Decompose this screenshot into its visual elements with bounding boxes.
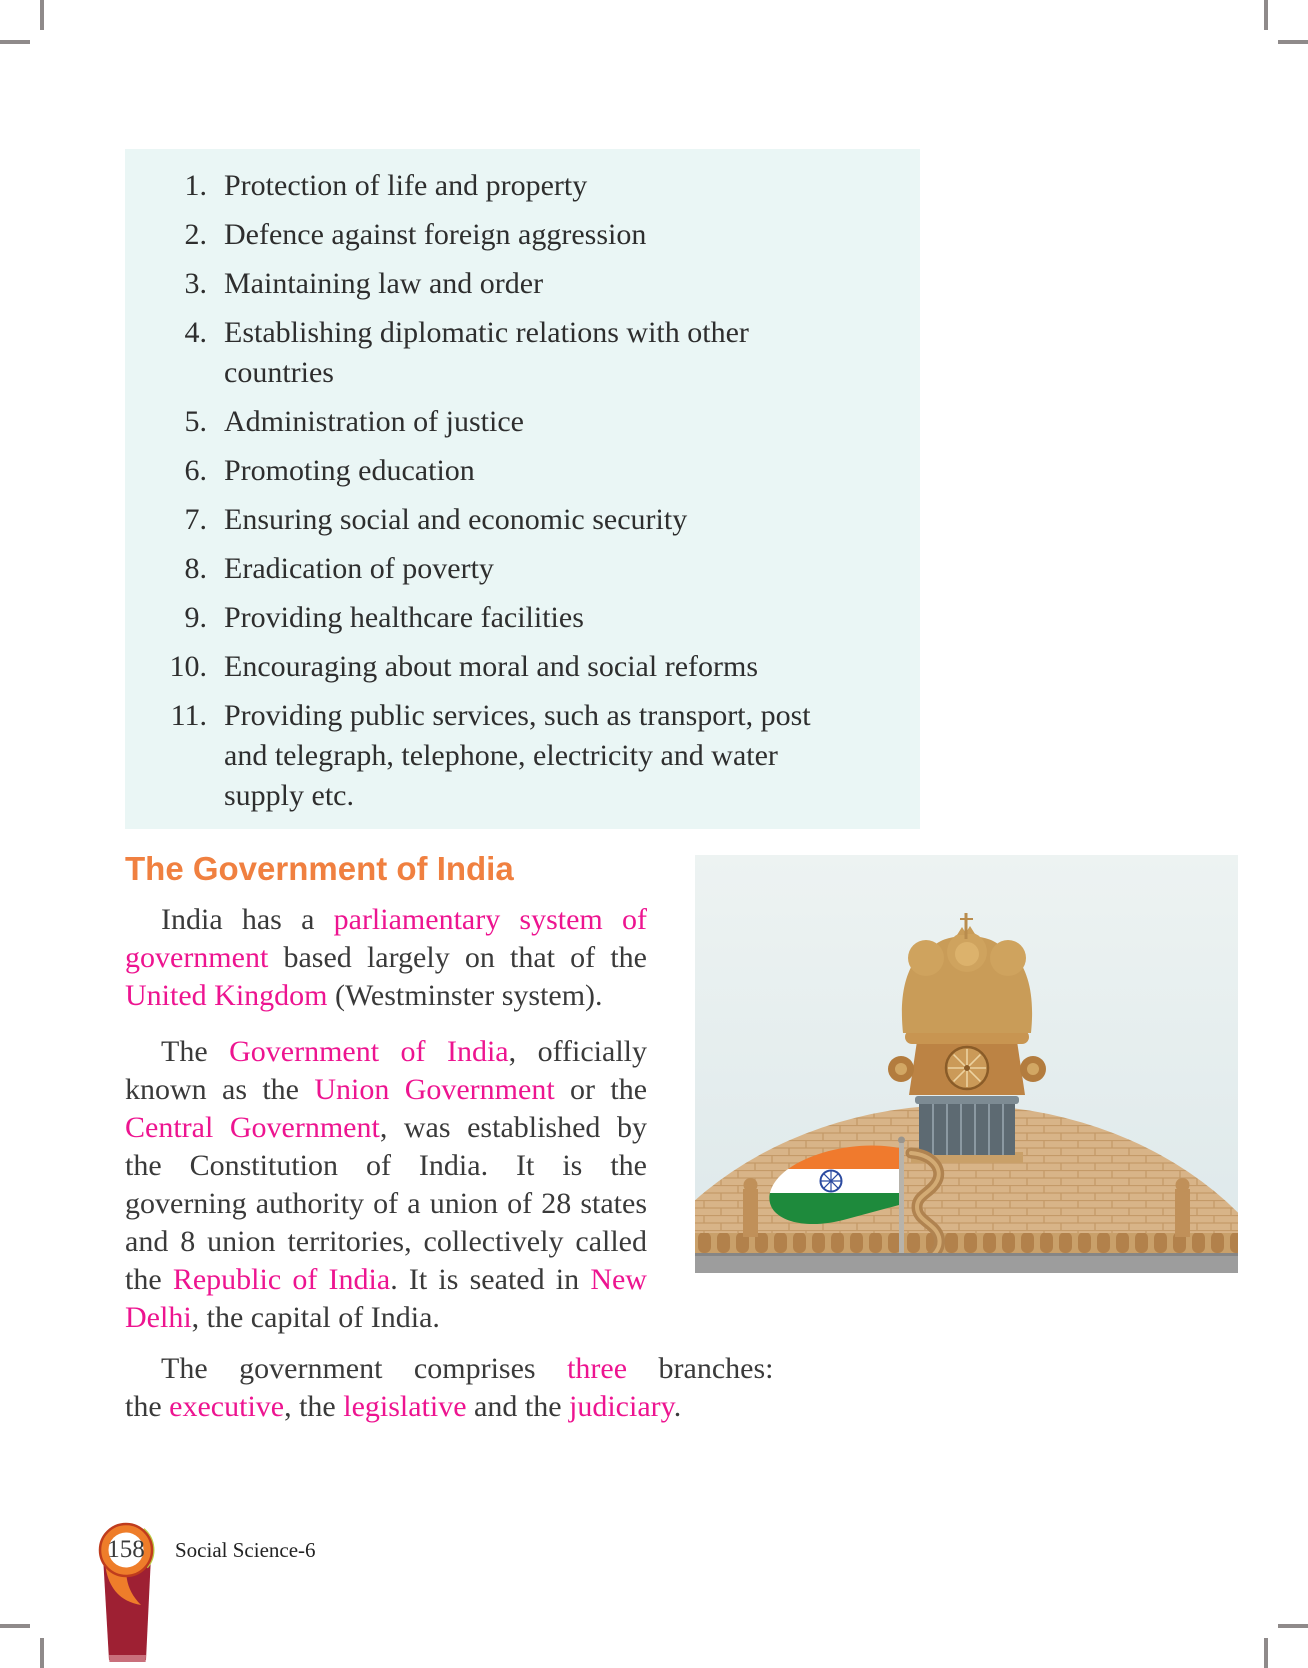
list-item [145, 402, 840, 442]
text-segment: United Kingdom [125, 979, 328, 1012]
flag-chakra [821, 1171, 842, 1192]
list-item [145, 264, 840, 304]
list-item-text: Administration of justice [224, 405, 524, 438]
text-segment: based largely on that of the [268, 941, 647, 974]
functions-list [125, 149, 920, 816]
text-segment: executive [169, 1390, 285, 1423]
text-segment: , the capital of India. [191, 1301, 440, 1334]
list-item-number: 6. [184, 454, 207, 487]
crop-mark-bottom-left-vertical [40, 1638, 44, 1668]
crop-mark-top-right-horizontal [1278, 40, 1308, 44]
list-item-number: 9. [184, 601, 207, 634]
text-segment: Central Government [125, 1111, 380, 1144]
list-item-text: Eradication of poverty [224, 552, 494, 585]
text-segment: branches: [627, 1352, 774, 1385]
list-item-number: 3. [184, 267, 207, 300]
page-number: 158 [107, 1536, 145, 1563]
list-item [145, 549, 840, 589]
chakra-wheel [946, 1047, 988, 1089]
central-lion-face [955, 942, 979, 966]
crop-mark-bottom-left-horizontal [0, 1624, 30, 1628]
list-item-text: Defence against foreign aggression [224, 218, 647, 251]
parapet [695, 1253, 1238, 1273]
list-item-text: Encouraging about moral and social reforms [224, 650, 758, 683]
branches-line-1 [161, 1352, 774, 1385]
list-item [145, 215, 840, 255]
text-segment: Union Government [314, 1073, 555, 1106]
branches-line-2 [125, 1390, 681, 1423]
text-segment: , the [284, 1390, 344, 1423]
crop-mark-bottom-right-vertical [1264, 1638, 1268, 1668]
list-item-number: 5. [184, 405, 207, 438]
paragraph-three-branches [125, 1350, 847, 1426]
list-item-number: 7. [184, 503, 207, 536]
photo-illustration [695, 855, 1238, 1273]
list-item-text: Maintaining law and order [224, 267, 544, 300]
list-item [145, 696, 840, 816]
text-segment: The [161, 1035, 230, 1068]
text-segment: (Westminster system). [327, 979, 603, 1012]
crop-mark-top-left-vertical [40, 0, 44, 30]
list-item-text: Providing public services, such as transport, post and telegraph, telephone, electricity and water supply etc. [224, 699, 811, 812]
text-segment: Government of India [229, 1035, 509, 1068]
list-item [145, 598, 840, 638]
crop-mark-top-left-horizontal [0, 40, 30, 44]
book-title: Social Science-6 [175, 1538, 316, 1562]
text-segment: The government comprises [161, 1352, 568, 1385]
list-item-text: Ensuring social and economic security [224, 503, 688, 536]
text-segment: India has a [161, 903, 334, 936]
text-segment: and the [466, 1390, 570, 1423]
list-item-number: 4. [184, 316, 207, 349]
flag-pole [899, 1143, 904, 1261]
text-segment: . It is seated in [390, 1263, 591, 1296]
text-segment: or the [554, 1073, 648, 1106]
list-item [145, 647, 840, 687]
list-item-text: Establishing diplomatic relations with other countries [224, 316, 749, 389]
list-item-text: Promoting education [224, 454, 475, 487]
functions-list-box [125, 149, 920, 829]
section-title: The Government of India [125, 850, 514, 887]
text-segment: the [125, 1390, 170, 1423]
list-item-text: Providing healthcare facilities [224, 601, 584, 634]
text-segment: , was established by the Constitution of India. It is the governing authority of a union of 28 states and 8 union territories, collectively called the [125, 1111, 647, 1296]
list-item-number: 2. [184, 218, 207, 251]
crop-mark-bottom-right-horizontal [1278, 1624, 1308, 1628]
text-segment: three [567, 1352, 628, 1385]
list-item-number: 11. [170, 699, 207, 732]
list-item [145, 313, 840, 393]
list-item-number: 1. [184, 169, 207, 202]
text-segment: New Delhi [125, 1263, 647, 1334]
list-item [145, 166, 840, 206]
photo-government-building-dome [695, 855, 1238, 1273]
text-segment: judiciary [569, 1390, 674, 1423]
text-segment: parliamentary system of government [125, 903, 647, 974]
list-item [145, 500, 840, 540]
list-item [145, 451, 840, 491]
text-segment: legislative [343, 1390, 467, 1423]
list-item-number: 10. [169, 650, 207, 683]
text-segment: Republic of India [172, 1263, 391, 1296]
text-segment: , officially known as the [125, 1035, 647, 1106]
list-item-text: Protection of life and property [224, 169, 588, 202]
text-segment: . [673, 1390, 682, 1423]
crop-mark-top-right-vertical [1264, 0, 1268, 30]
list-item-number: 8. [184, 552, 207, 585]
